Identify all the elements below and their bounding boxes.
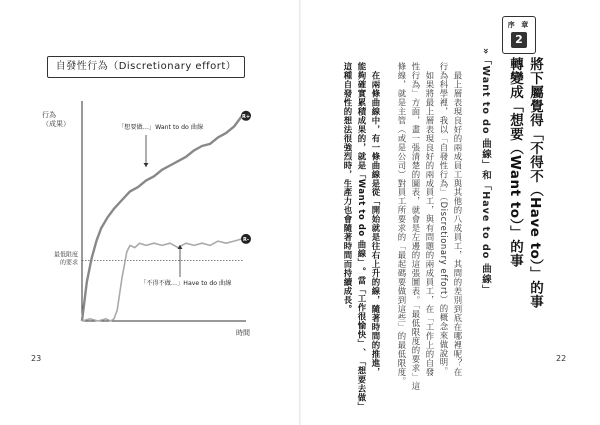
series-callout-label: 「想要做…」Want to do 曲線 xyxy=(118,124,204,131)
endpoint-label: R+ xyxy=(241,113,251,120)
y-axis-label: 行為（成果） xyxy=(42,111,70,128)
subheading: »「Want to do 曲線」和「Have to do 曲線」 xyxy=(480,48,491,296)
chart-title: 自發性行為（Discretionary effort） xyxy=(55,61,237,72)
heading-line-2: 轉變成「想要（Want to）」的事 xyxy=(507,57,523,268)
body-line: 性行為」方面，畫一張清楚的圖表，就會是左邊的這張圖表。「最低限度的要求」這 xyxy=(411,62,421,391)
chart-title-box xyxy=(47,56,245,78)
chapter-badge xyxy=(502,16,536,54)
discretionary-effort-chart xyxy=(30,95,270,340)
reference-line-label: 最低限度的要求 xyxy=(53,251,78,267)
page-gutter xyxy=(299,0,301,425)
body-line: 最上層表現良好的兩成員工與其他的八成員工，其間的差別到底在哪裡呢？在 xyxy=(453,62,463,377)
chapter-number: 2 xyxy=(511,32,527,48)
series-line xyxy=(82,116,242,321)
chapter-label: 序 章 xyxy=(507,21,531,29)
body-line: 條線，就是主管（或是公司）對員工所要求的「最起碼要做到這些」的最低限度。 xyxy=(397,62,407,386)
series-callout-label: 「不得不做…」Have to do 曲線 xyxy=(140,280,232,287)
left-page-number: 23 xyxy=(31,354,42,363)
body-line-bold: 能夠確實累積成果的，就是「Want to do 曲線」。當「工作很愉快」、「想要去做」 xyxy=(357,62,367,412)
body-line-bold: 這種自發性的想法很強烈時，生產力也會隨著時間而持續成長。 xyxy=(343,62,353,314)
endpoint-label: R- xyxy=(243,236,249,243)
body-line: 行為科學裡，我以「自發性行為」（Discretionary effort）的概念來做說明。 xyxy=(439,62,449,376)
callout-arrowhead xyxy=(144,163,149,167)
body-line: 如果將最上層表現良好的兩成員工，與有問題的兩成員工，在「工作上的自發 xyxy=(425,62,435,377)
heading-line-1: 將下屬覺得「不得不（Have to）」的事 xyxy=(527,57,543,309)
x-axis-label: 時間 xyxy=(236,329,250,337)
right-page-number: 22 xyxy=(556,354,567,363)
body-line-bold: 在兩條曲線中，有一條曲線是從「開始就是往右上升的線，隨著時間的推進， xyxy=(371,62,381,377)
